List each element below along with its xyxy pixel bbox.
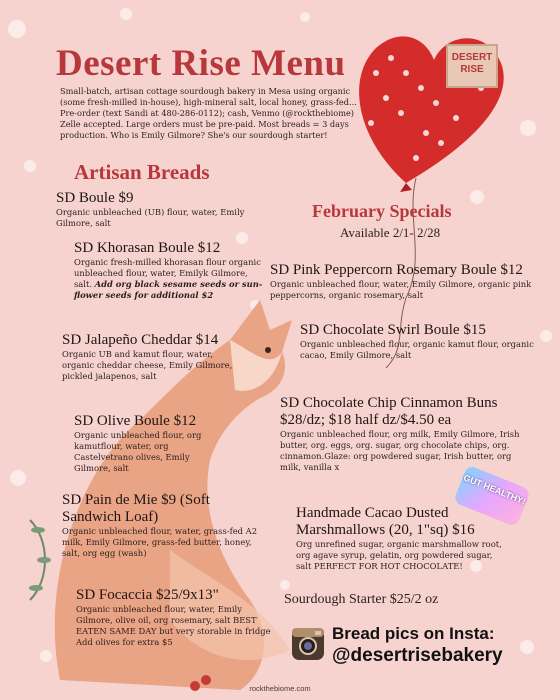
item-desc: Organic UB and kamut flour, water, organic cheddar cheese, Emily Gilmore, pickled jalapenos, salt [62, 349, 233, 381]
menu-item [62, 492, 272, 559]
gut-healthy-sticker: GUT HEALTHY! [453, 465, 531, 528]
item-name: SD Chocolate Swirl Boule $15 [300, 322, 486, 338]
item-name: SD Boule $9 [56, 190, 134, 206]
intro-text: Small-batch, artisan cottage sourdough bakery in Mesa using organic (some fresh-milled in-house), high-mineral salt, local honey, grass-fed... Pre-order (text Sandi at 480-286-0112); cash, Venmo (@rockthebiome) Zelle accepted. Large orders must be pre-paid. Most breads = 3 days production. Who is Emily Gilmore? She's our sourdough starter! [60, 86, 357, 140]
instagram-icon[interactable] [291, 627, 325, 661]
item-desc: Organic unbleached flour, org milk, Emily Gilmore, Irish butter, org. eggs, org. sugar, org chocolate chips, org. cinnamon.Glaze: org powdered sugar, Irish butter, org milk, vanilla x [280, 429, 520, 472]
item-name: SD Focaccia $25/9x13" [76, 587, 219, 603]
item-name: SD Chocolate Chip Cinnamon Buns $28/dz; $18 half dz/$4.50 ea [280, 395, 498, 428]
insta-handle[interactable]: @desertrisebakery [332, 645, 503, 666]
item-name: SD Pink Peppercorn Rosemary Boule $12 [270, 262, 523, 278]
item-desc: Organic unbleached (UB) flour, water, Emily Gilmore, salt [56, 207, 245, 228]
menu-item [270, 262, 540, 301]
item-desc: Organic unbleached flour, water, Emily Gilmore, olive oil, org rosemary, salt BEST EATEN SAME DAY but very storable in fridge Add olives for extra $5 [76, 604, 271, 647]
item-desc: Organic unbleached flour, organic kamut flour, organic cacao, Emily Gilmore, salt [300, 339, 534, 360]
item-note: Add org black sesame seeds or sun-flower seeds for additional $2 [74, 279, 263, 300]
menu-item [74, 413, 254, 474]
availability-text: Available 2/1- 2/28 [340, 225, 441, 240]
footer-url[interactable]: rockthebiome.com [249, 684, 311, 693]
item-name: SD Pain de Mie $9 (Soft Sandwich Loaf) [62, 492, 210, 525]
item-desc: Organic fresh-milled khorasan flour organic unbleached flour, water, Emilyk Gilmore, salt. [74, 257, 261, 289]
menu-item [74, 240, 268, 301]
page-title: Desert Rise Menu [56, 43, 346, 84]
item-desc: Organic unbleached flour, org kamutflour, water, org Castelvetrano olives, Emily Gilmore, salt [74, 430, 202, 473]
starter-item: Sourdough Starter $25/2 oz [284, 592, 439, 607]
item-name: Handmade Cacao Dusted Marshmallows (20, 1"sq) $16 [296, 505, 475, 538]
item-desc: Org unrefined sugar, organic marshmallow root, org agave syrup, gelatin, org powdered sugar, salt PERFECT FOR HOT CHOCOLATE! [296, 539, 502, 571]
menu-item [56, 190, 246, 229]
february-specials-heading: February Specials [312, 201, 452, 221]
item-desc: Organic unbleached flour, water, grass-fed A2 milk, Emily Gilmore, grass-fed butter, honey, salt, org egg (wash) [62, 526, 258, 558]
logo-stamp: DESERT RISE [446, 44, 498, 88]
artisan-breads-heading: Artisan Breads [74, 160, 210, 184]
insta-prompt: Bread pics on Insta: [332, 624, 495, 643]
menu-item [280, 395, 542, 473]
item-name: SD Olive Boule $12 [74, 413, 197, 429]
menu-item [76, 587, 272, 648]
menu-item [62, 332, 262, 382]
menu-item [300, 322, 540, 361]
item-name: SD Khorasan Boule $12 [74, 240, 221, 256]
item-name: SD Jalapeño Cheddar $14 [62, 332, 219, 348]
item-desc: Organic unbleached flour, water, Emily Gilmore, organic pink peppercorns, organic rosemary, salt [270, 279, 532, 300]
